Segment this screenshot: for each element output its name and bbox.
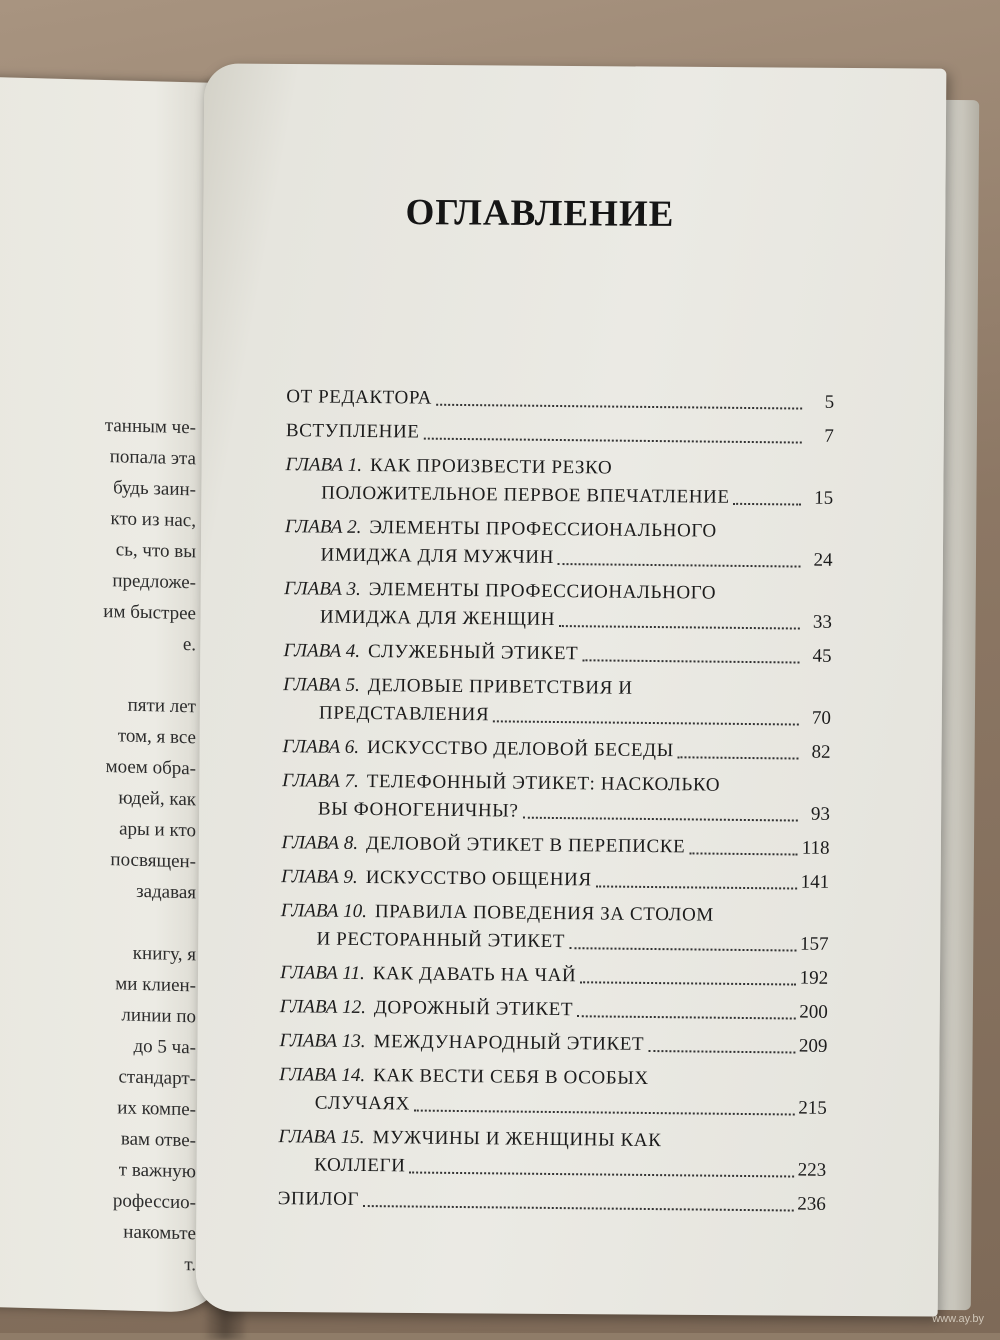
toc-entry-title: МЕЖДУНАРОДНЫЙ ЭТИКЕТ [373,1031,645,1055]
chapter-label: ГЛАВА 4. [283,640,361,662]
left-page-line: том, я все [117,725,196,749]
toc-page-number: 45 [812,645,832,667]
toc-page-number: 33 [812,611,833,633]
toc-heading: ОГЛАВЛЕНИЕ [405,192,675,235]
toc-entry [286,383,834,417]
toc-page-number: 93 [810,803,831,825]
left-page-line [0,903,196,939]
dot-leader [734,502,802,506]
toc-entry-title: И РЕСТОРАННЫЙ ЭТИКЕТ [316,928,566,953]
toc-entry-title: ЭПИЛОГ [277,1188,360,1210]
toc-entry [285,451,834,513]
toc-entry [281,829,829,863]
dot-leader [678,755,799,759]
toc-entry-title: ВСТУПЛЕНИЕ [285,420,420,443]
toc-page-number: 200 [799,1001,828,1023]
toc-entry-title: ПОЛОЖИТЕЛЬНОЕ ПЕРВОЕ ВПЕЧАТЛЕНИЕ [321,482,730,508]
toc-entry-title: ВЫ ФОНОГЕНИЧНЫ? [317,798,519,822]
toc-entry-title: ДЕЛОВОЙ ЭТИКЕТ В ПЕРЕПИСКЕ [365,833,686,858]
left-page-line: их компе- [117,1097,196,1121]
toc-entry-title: КОЛЛЕГИ [314,1154,406,1177]
left-page-line: попала эта [109,446,196,470]
left-page-line: до 5 ча- [133,1035,196,1059]
left-page-line: е. [182,634,196,656]
dot-leader [559,624,800,630]
toc-page-number: 236 [797,1193,826,1215]
left-page-line: т. [184,1254,196,1276]
toc-entry [286,417,834,451]
toc-entry [280,897,829,959]
dot-leader [689,851,797,855]
chapter-label: ГЛАВА 8. [281,832,359,854]
left-page-line: танным че- [104,414,196,439]
toc-entry-title: ОТ РЕДАКТОРА [286,386,433,409]
toc-entry [283,637,831,671]
dot-leader [409,1170,793,1177]
table-of-contents [278,383,835,1225]
toc-entry [284,575,833,637]
toc-page-number: 7 [824,425,834,447]
left-page-line: задавая [136,880,196,904]
dot-leader [580,980,795,985]
left-page-line: сь, что вы [115,539,196,563]
toc-entry [282,767,831,829]
toc-entry-title: МУЖЧИНЫ И ЖЕНЩИНЫ КАК [372,1127,662,1152]
dot-leader [522,816,798,822]
dot-leader [582,658,799,663]
dot-leader [363,1204,793,1212]
toc-entry-title: ИМИДЖА ДЛЯ ЖЕНЩИН [319,606,556,630]
left-page-line: т важную [118,1159,196,1183]
toc-page-number: 82 [811,741,831,763]
toc-page-number: 215 [798,1097,827,1119]
dot-leader [414,1109,794,1116]
dot-leader [558,562,801,568]
chapter-label: ГЛАВА 15. [278,1126,365,1149]
left-page [0,77,230,1314]
toc-entry [280,993,828,1027]
left-page-line: им быстрее [103,600,196,625]
toc-entry [278,1123,827,1185]
toc-entry [278,1185,826,1219]
dot-leader [569,946,796,951]
toc-entry-title: ИСКУССТВО ДЕЛОВОЙ БЕСЕДЫ [367,737,674,762]
left-page-line: книгу, я [132,942,196,966]
toc-page-number: 70 [811,707,832,729]
chapter-label: ГЛАВА 12. [279,996,366,1019]
chapter-label: ГЛАВА 13. [279,1030,366,1053]
toc-page-number: 192 [799,967,829,989]
left-page-line: линии по [121,1004,196,1028]
toc-entry [279,1027,827,1061]
toc-entry-title: КАК ПРОИЗВЕСТИ РЕЗКО [369,455,613,479]
chapter-label: ГЛАВА 11. [280,962,365,985]
toc-entry-title: КАК ДАВАТЬ НА ЧАЙ [372,963,577,987]
dot-leader [493,719,799,725]
toc-entry [279,1061,828,1123]
toc-entry-title: ПРЕДСТАВЛЕНИЯ [318,702,490,726]
chapter-label: ГЛАВА 3. [284,578,361,600]
left-page-text [0,407,196,1280]
toc-page-number: 24 [813,549,833,571]
toc-entry-title: СЛУЧАЯХ [314,1092,411,1115]
left-page-line: посвящен- [110,849,196,873]
toc-entry-title: ИСКУССТВО ОБЩЕНИЯ [365,867,592,891]
toc-entry-title: ПРАВИЛА ПОВЕДЕНИЯ ЗА СТОЛОМ [374,901,714,926]
toc-entry-title: ИМИДЖА ДЛЯ МУЖЧИН [320,544,555,568]
toc-entry-title: ЭЛЕМЕНТЫ ПРОФЕССИОНАЛЬНОГО [369,517,717,542]
left-page-line: моем обра- [105,756,196,780]
left-page-line: рофессио- [112,1190,196,1214]
toc-entry-title: КАК ВЕСТИ СЕБЯ В ОСОБЫХ [373,1065,649,1089]
toc-page-number: 118 [801,837,830,859]
chapter-label: ГЛАВА 10. [280,900,368,923]
left-page-line: пяти лет [127,694,196,718]
watermark: www.ay.by [932,1313,984,1325]
toc-page-number: 209 [798,1035,828,1057]
left-page-line: вам отве- [120,1128,196,1152]
toc-entry [280,959,828,993]
toc-entry-title: ЭЛЕМЕНТЫ ПРОФЕССИОНАЛЬНОГО [368,579,717,604]
left-page-line: ары и кто [119,818,196,842]
left-page-line: предложе- [112,570,196,594]
chapter-label: ГЛАВА 2. [284,516,362,538]
chapter-label: ГЛАВА 14. [279,1064,366,1087]
toc-entry-title: ТЕЛЕФОННЫЙ ЭТИКЕТ: НАСКОЛЬКО [366,771,721,796]
toc-entry-title: ДЕЛОВЫЕ ПРИВЕТСТВИЯ И [367,675,633,699]
toc-page-number: 157 [799,933,829,955]
toc-page-number: 5 [824,391,835,413]
toc-entry [284,513,833,575]
toc-page-number: 15 [814,487,834,509]
dot-leader [577,1014,795,1019]
left-page-line: накомьте [123,1221,196,1245]
toc-page-number: 223 [797,1159,827,1181]
left-page-line [0,655,196,691]
toc-entry-title: ДОРОЖНЫЙ ЭТИКЕТ [373,997,574,1021]
chapter-label: ГЛАВА 6. [282,736,360,758]
dot-leader [648,1049,795,1054]
toc-page-number: 141 [800,871,830,893]
chapter-label: ГЛАВА 5. [283,674,360,696]
toc-entry [283,671,832,733]
dot-leader [436,403,802,410]
toc-entry [282,733,830,767]
left-page-line: стандарт- [118,1066,196,1090]
left-page-line: юдей, как [118,787,196,811]
chapter-label: ГЛАВА 9. [281,866,358,888]
toc-entry-title: СЛУЖЕБНЫЙ ЭТИКЕТ [368,641,579,665]
left-page-line: кто из нас, [110,508,196,532]
chapter-label: ГЛАВА 1. [285,454,363,476]
dot-leader [423,437,801,444]
left-page-line: ми клиен- [115,973,196,997]
left-page-line: будь заин- [113,477,196,501]
dot-leader [596,884,797,889]
chapter-label: ГЛАВА 7. [282,770,359,792]
toc-entry [281,863,829,897]
